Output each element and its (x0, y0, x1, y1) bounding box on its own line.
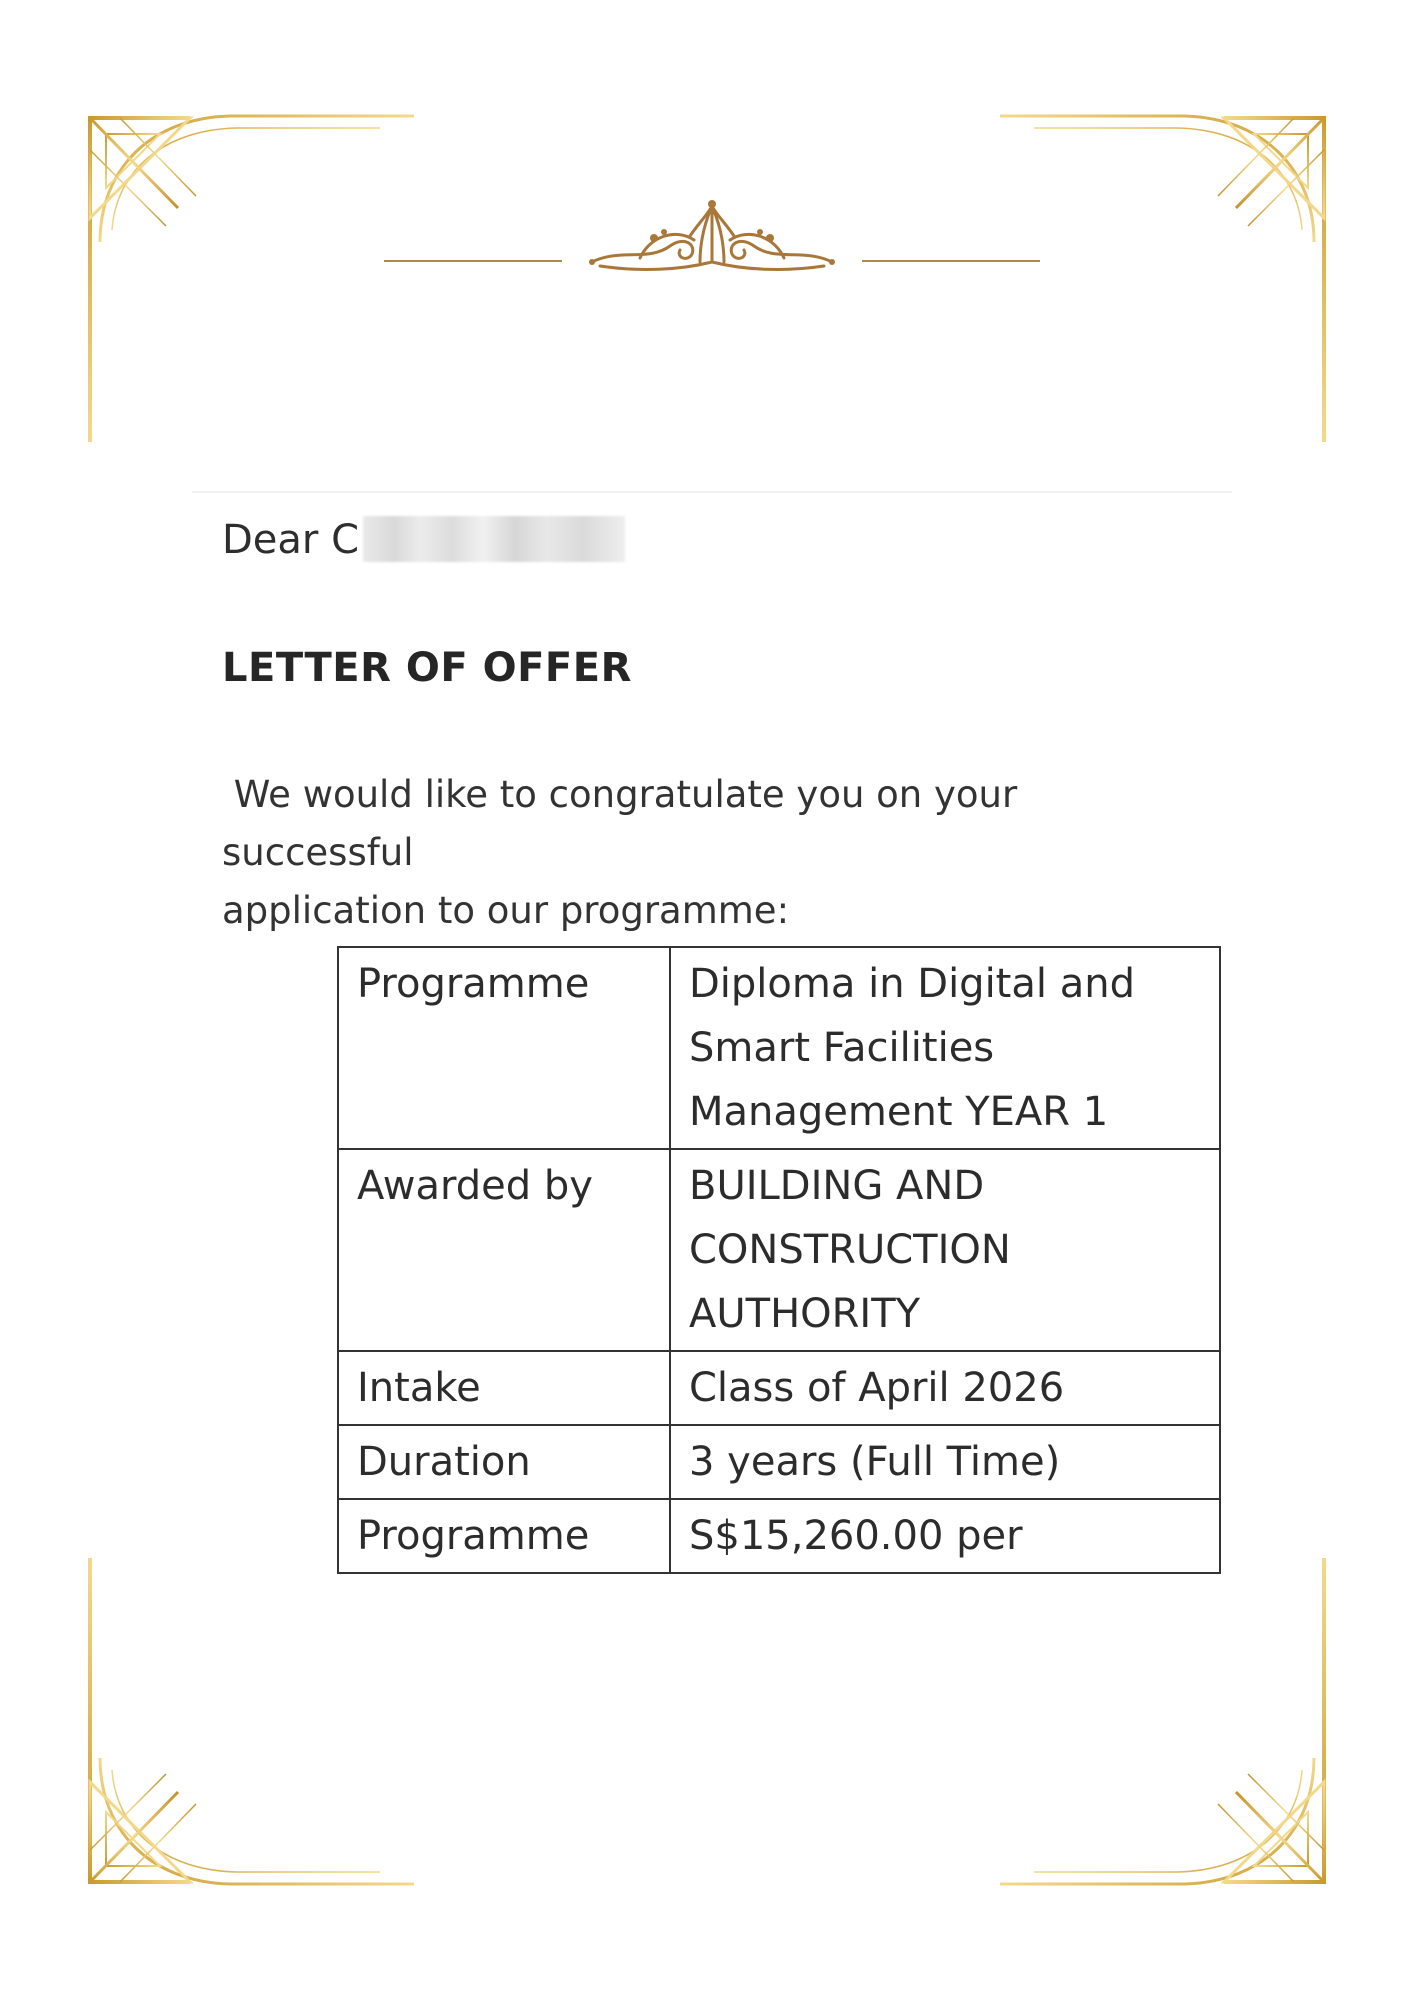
row-label: Programme (338, 1499, 670, 1573)
row-label: Duration (338, 1425, 670, 1499)
programme-details-table (337, 946, 1221, 1574)
header-divider (192, 491, 1232, 493)
row-value: 3 years (Full Time) (670, 1425, 1220, 1499)
letter-title: LETTER OF OFFER (222, 645, 632, 691)
row-value: Diploma in Digital and Smart Facilities Management YEAR 1 (670, 947, 1220, 1149)
corner-ornament-bottom-left (90, 1558, 414, 1884)
row-label: Intake (338, 1351, 670, 1425)
row-label: Programme (338, 947, 670, 1149)
corner-ornament-bottom-right (1000, 1558, 1324, 1884)
intro-paragraph: We would like to congratulate you on your successful application to our programme: (222, 773, 1018, 932)
table-row (338, 1499, 1220, 1573)
corner-ornament-top-left (90, 116, 414, 442)
table-row (338, 1351, 1220, 1425)
row-value: BUILDING AND CONSTRUCTION AUTHORITY (670, 1149, 1220, 1351)
salutation (222, 512, 625, 568)
table-row (338, 1425, 1220, 1499)
row-value: Class of April 2026 (670, 1351, 1220, 1425)
programme-details-table-container (337, 946, 1222, 1559)
corner-ornament-top-right (1000, 116, 1324, 442)
row-value: S$15,260.00 per (670, 1499, 1220, 1573)
table-row (338, 1149, 1220, 1351)
salutation-text: Dear C (222, 517, 360, 563)
redacted-recipient-name (363, 516, 625, 562)
table-row (338, 947, 1220, 1149)
header-flourish-ornament (384, 200, 1040, 269)
row-label: Awarded by (338, 1149, 670, 1351)
